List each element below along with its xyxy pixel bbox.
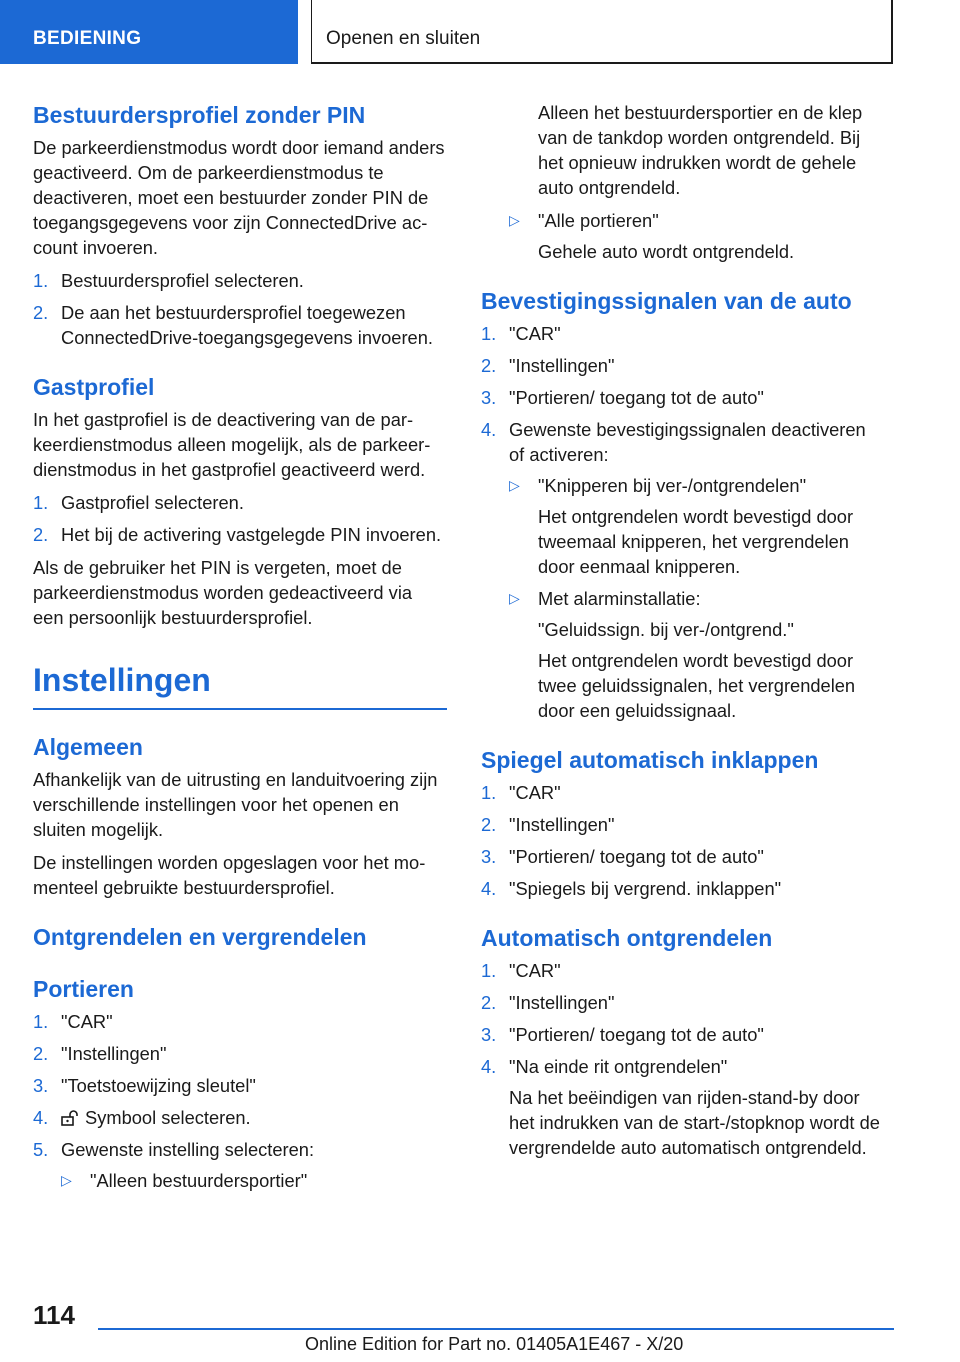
list-item: 3. "Portieren/ toegang tot de auto" xyxy=(481,387,764,408)
paragraph: Alleen het bestuurdersportier en de klep van de tankdop worden ontgrendeld. Bij het opnieuw indrukken wordt de gehele auto ontgrendeld. xyxy=(538,102,863,198)
list-item: 2. Het bij de activering vastgelegde PIN invoeren. xyxy=(33,524,442,545)
heading-bevestigingssignalen: Bevestigingssignalen van de auto xyxy=(481,288,852,314)
triangle-bullet-icon: ▷ xyxy=(61,1172,72,1188)
list-item: 2. "Instellingen" xyxy=(33,1043,167,1064)
left-column xyxy=(33,100,447,1201)
paragraph: Afhankelijk van de uitrusting en landuitvoering zijn verschillende instellingen voor het openen en sluiten mogelijk. xyxy=(33,769,438,840)
triangle-bullet-icon: ▷ xyxy=(509,212,520,228)
paragraph: Gehele auto wordt ontgrendeld. xyxy=(538,241,795,262)
header-section: BEDIENING xyxy=(33,28,142,49)
list-item: 3. "Portieren/ toegang tot de auto" xyxy=(481,1024,764,1045)
list-item: 2. "Instellingen" xyxy=(481,814,615,835)
paragraph: "Geluidssign. bij ver-/ontgrend." xyxy=(538,619,794,640)
paragraph: De parkeerdienstmodus wordt door iemand anders geactiveerd. Om de parkeerdienstmodus te deactiveren, moet een bestuurder zonder PIN de toegangsgegevens voor zijn ConnectedDrive account invoeren. xyxy=(33,137,445,258)
paragraph: Als de gebruiker het PIN is vergeten, moet de parkeerdienstmodus worden gedeactiveerd via een persoonlijk bestuurdersprofiel. xyxy=(33,557,413,628)
heading-instellingen: Instellingen xyxy=(33,658,447,710)
list-item: 4. Gewenste bevestigingssignalen deactiveren of activeren: ▷ "Knipperen bij ver-/ontgrendelen" Het ontgrendelen wordt bevestigd door tweemaal knipperen, het vergrendelen door eenmaal knipperen. ▷ Met alarminstallatie: "Geluidssign. bij ver-/ontgrend." Het ontgrendelen wordt bevestigd door twee geluidssignalen, het vergrendelen door een geluidssignaal. xyxy=(481,417,883,723)
list-item: 1. "CAR" xyxy=(481,323,561,344)
list-item: 2. "Instellingen" xyxy=(481,992,615,1013)
sub-item: ▷ "Knipperen bij ver-/ontgrendelen" Het ontgrendelen wordt bevestigd door tweemaal knipperen, het vergrendelen door eenmaal knipperen. xyxy=(509,473,883,579)
paragraph: In het gastprofiel is de deactivering van de parkeerdienstmodus alleen mogelijk, als de parkeerdienstmodus in het gastprofiel geactiveerd werd. xyxy=(33,409,431,480)
sub-list xyxy=(61,1168,447,1193)
paragraph: Na het beëindigen van rijden-stand-by door het indrukken van de start-/stopknop wordt de vergrendelde auto automatisch ontgrendeld. xyxy=(509,1087,880,1158)
footer-edition: Online Edition for Part no. 01405A1E467 - X/20 xyxy=(305,1334,684,1354)
footer-divider xyxy=(98,1328,894,1330)
paragraph: De instellingen worden opgeslagen voor het momenteel gebruikte bestuurdersprofiel. xyxy=(33,852,426,898)
page-number: 114 xyxy=(33,1300,75,1330)
header-section-tab xyxy=(0,0,298,64)
list-item: 4. "Spiegels bij vergrend. inklappen" xyxy=(481,878,782,899)
list-item: 1. Gastprofiel selecteren. xyxy=(33,492,244,513)
steps-list xyxy=(33,268,447,350)
unlock-icon xyxy=(61,1110,79,1126)
heading-automatisch-ontgrendelen: Automatisch ontgrendelen xyxy=(481,925,773,951)
header-chapter: Openen en sluiten xyxy=(326,28,481,49)
steps-list xyxy=(481,958,883,1160)
sub-item: ▷ "Alleen bestuurdersportier" xyxy=(61,1170,308,1191)
heading-portieren: Portieren xyxy=(33,976,134,1002)
list-item: 1. Bestuurdersprofiel selecteren. xyxy=(33,270,304,291)
triangle-bullet-icon: ▷ xyxy=(509,477,520,493)
steps-list xyxy=(481,780,883,901)
list-item: 1. "CAR" xyxy=(33,1011,113,1032)
paragraph: Het ontgrendelen wordt bevestigd door twee geluidssignalen, het vergrendelen door een geluidssignaal. xyxy=(538,650,856,721)
heading-spiegel: Spiegel automatisch inklappen xyxy=(481,747,819,773)
list-item: 1. "CAR" xyxy=(481,960,561,981)
heading-gastprofiel: Gastprofiel xyxy=(33,374,155,400)
steps-list xyxy=(33,1009,447,1193)
list-item: 1. "CAR" xyxy=(481,782,561,803)
sub-item: ▷ "Alle portieren" Gehele auto wordt ontgrendeld. xyxy=(509,208,883,264)
list-item: 2. "Instellingen" xyxy=(481,355,615,376)
heading-ontgrendelen: Ontgrendelen en vergrendelen xyxy=(33,924,367,950)
heading-algemeen: Algemeen xyxy=(33,734,143,760)
list-item: 2. De aan het bestuurdersprofiel toegewezen ConnectedDrive-toegangsgegevens invoeren. xyxy=(33,302,433,348)
steps-list xyxy=(33,490,447,547)
continued-text xyxy=(481,100,883,200)
list-item: 4. "Na einde rit ontgrendelen" Na het beëindigen van rijden-stand-by door het indrukken van de start-/stopknop wordt de vergrendelde auto automatisch ontgrendeld. xyxy=(481,1054,883,1160)
paragraph: Het ontgrendelen wordt bevestigd door tweemaal knipperen, het vergrendelen door eenmaal knipperen. xyxy=(538,506,854,577)
heading-bestuurdersprofiel: Bestuurdersprofiel zonder PIN xyxy=(33,102,366,128)
list-item: 5. Gewenste instelling selecteren: ▷ "Alleen bestuurdersportier" xyxy=(33,1137,447,1193)
steps-list xyxy=(481,321,883,723)
list-item: 3. "Toetstoewijzing sleutel" xyxy=(33,1075,256,1096)
list-item: 3. "Portieren/ toegang tot de auto" xyxy=(481,846,764,867)
header-chapter-tab xyxy=(311,0,893,64)
list-item: 4. Symbool selecteren. xyxy=(33,1107,251,1128)
sub-list xyxy=(509,473,883,723)
sub-item: ▷ Met alarminstallatie: "Geluidssign. bij ver-/ontgrend." Het ontgrendelen wordt bevestigd door twee geluidssignalen, het vergrendelen door een geluidssignaal. xyxy=(509,586,883,723)
right-column xyxy=(481,100,883,1168)
sub-list xyxy=(509,208,883,264)
triangle-bullet-icon: ▷ xyxy=(509,590,520,606)
